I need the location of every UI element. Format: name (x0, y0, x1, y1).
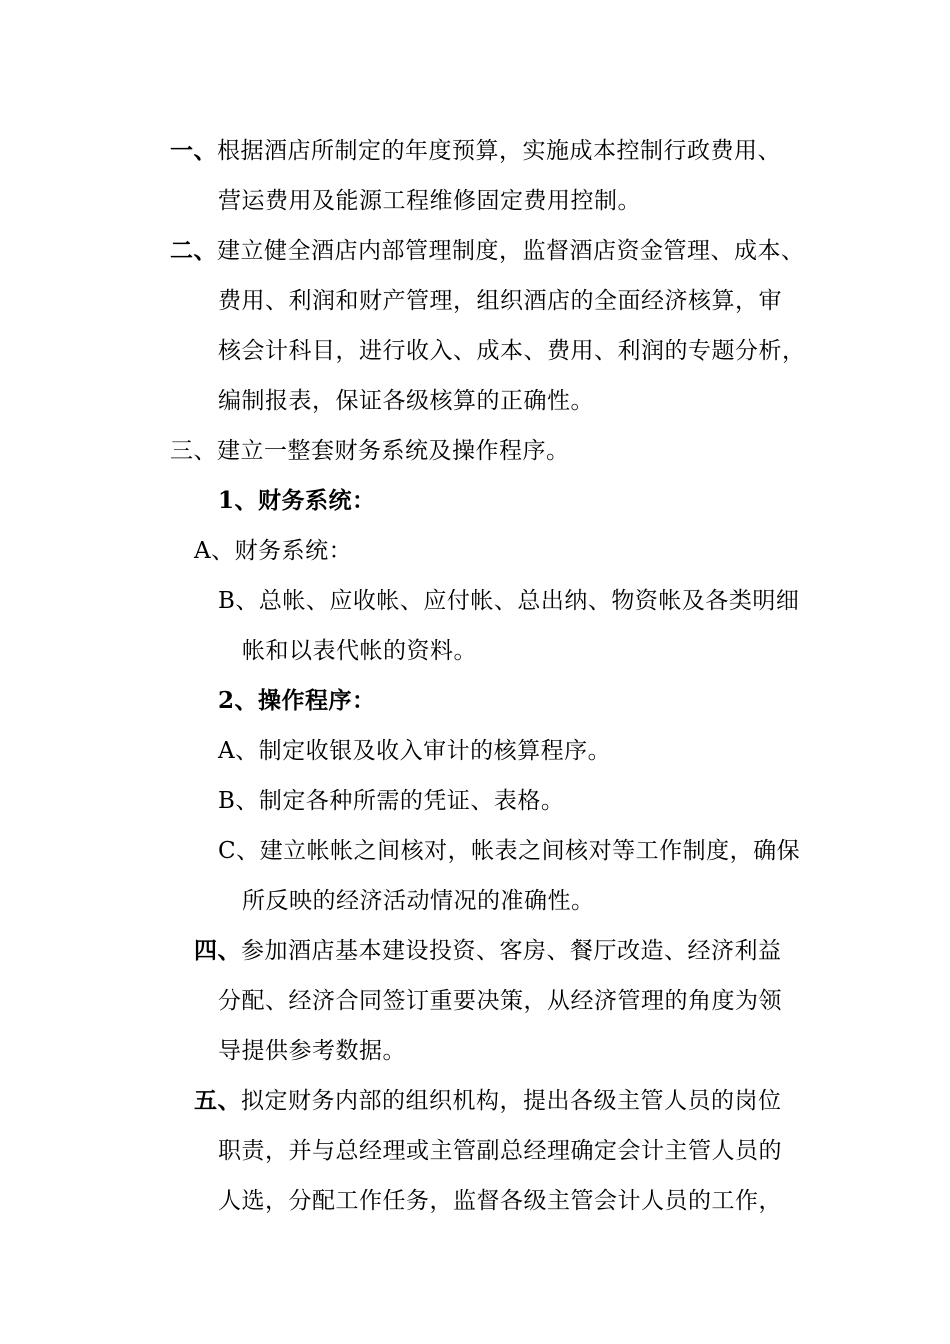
paragraph-2-line-3: 核会计科目，进行收入、成本、费用、利润的专题分析， (218, 338, 806, 364)
paragraph-4-line-2: 分配、经济合同签订重要决策，从经济管理的角度为领 (218, 988, 782, 1014)
paragraph-2-line-2: 费用、利润和财产管理，组织酒店的全面经济核算，审 (218, 288, 782, 314)
paragraph-4-number: 四、 (194, 937, 241, 964)
procedure-c-line-1: C、建立帐帐之间核对，帐表之间核对等工作制度，确保 (218, 838, 801, 864)
procedure-b: B、制定各种所需的凭证、表格。 (218, 788, 565, 814)
paragraph-3-line-1: 三、建立一整套财务系统及操作程序。 (170, 438, 570, 464)
paragraph-4-line-3: 导提供参考数据。 (218, 1038, 406, 1064)
paragraph-2-number: 二、 (170, 237, 217, 264)
paragraph-1-number: 一、 (170, 137, 217, 164)
paragraph-2-line-1 (170, 236, 805, 266)
paragraph-1-text: 根据酒店所制定的年度预算，实施成本控制行政费用、 (217, 138, 781, 164)
subheading-financial-system: 1、财务系统： (218, 487, 376, 514)
paragraph-5-line-2: 职责，并与总经理或主管副总经理确定会计主管人员的 (218, 1138, 782, 1164)
item-a-financial-system: A、财务系统： (194, 538, 353, 564)
paragraph-5-line-1 (194, 1086, 782, 1116)
paragraph-5-number: 五、 (194, 1087, 241, 1114)
paragraph-4-line-1 (194, 936, 782, 966)
paragraph-4-text: 参加酒店基本建设投资、客房、餐厅改造、经济利益 (241, 938, 782, 964)
paragraph-2-line-4: 编制报表，保证各级核算的正确性。 (218, 388, 594, 414)
procedure-a: A、制定收银及收入审计的核算程序。 (218, 738, 612, 764)
paragraph-2-text: 建立健全酒店内部管理制度，监督酒店资金管理、成本、 (217, 238, 805, 264)
paragraph-5-text: 拟定财务内部的组织机构，提出各级主管人员的岗位 (241, 1088, 782, 1114)
item-b-line-2: 帐和以表代帐的资料。 (242, 638, 477, 664)
subheading-operating-procedures: 2、操作程序： (218, 687, 376, 714)
paragraph-1-line-2: 营运费用及能源工程维修固定费用控制。 (218, 188, 641, 214)
procedure-c-line-2: 所反映的经济活动情况的准确性。 (242, 888, 595, 914)
paragraph-1-line-1 (170, 136, 781, 166)
item-b-line-1: B、总帐、应收帐、应付帐、总出纳、物资帐及各类明细 (218, 588, 800, 614)
paragraph-5-line-3: 人选，分配工作任务，监督各级主管会计人员的工作， (218, 1188, 782, 1214)
